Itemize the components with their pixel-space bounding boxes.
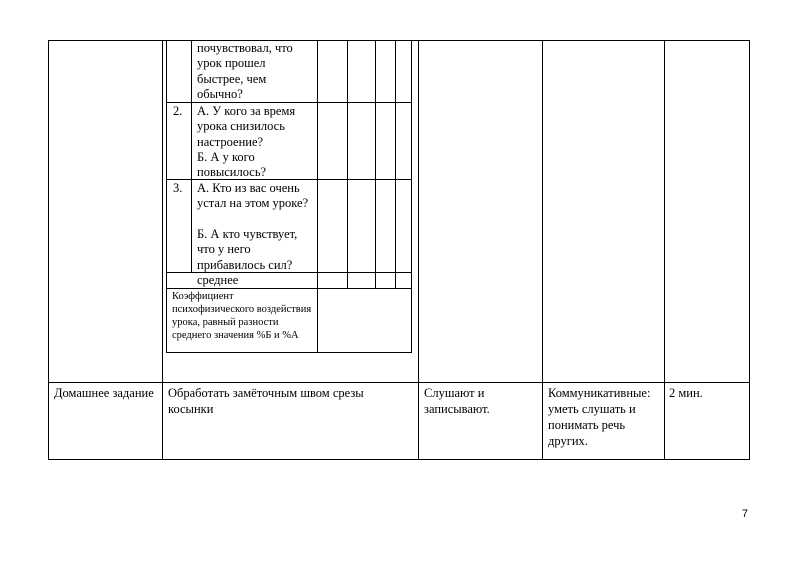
survey-row-number: 2. bbox=[173, 104, 183, 118]
homework-student-activity-cell: Слушают и записывают. bbox=[424, 386, 490, 416]
survey-question-3a: А. Кто из вас очень устал на этом уроке? bbox=[197, 181, 309, 211]
survey-col-divider bbox=[347, 40, 348, 288]
survey-question-2b: Б. А у кого повысилось? bbox=[197, 150, 267, 180]
column-divider bbox=[162, 41, 163, 459]
survey-table bbox=[166, 40, 412, 353]
column-divider bbox=[418, 41, 419, 459]
survey-col-divider bbox=[375, 40, 376, 288]
column-divider bbox=[664, 41, 665, 459]
survey-col-divider bbox=[191, 40, 192, 272]
survey-question-1-continuation: почувствовал, что урок прошел быстрее, чем обычно? bbox=[197, 41, 293, 102]
homework-stage-cell: Домашнее задание bbox=[54, 386, 154, 400]
survey-coefficient-label: Коэффициент психофизического воздействия урока, равный разности среднего значения %Б и %А bbox=[172, 291, 312, 341]
homework-teacher-activity-cell: Обработать замёточным швом срезы косынки bbox=[168, 386, 364, 416]
survey-question-3b: Б. А кто чувствует, что у него прибавилось сил? bbox=[197, 227, 298, 272]
homework-time-cell: 2 мин. bbox=[669, 386, 703, 400]
page-number: 7 bbox=[741, 508, 748, 520]
survey-col-divider bbox=[317, 40, 318, 352]
survey-col-divider bbox=[395, 40, 396, 288]
row-divider bbox=[49, 382, 749, 383]
survey-question-2a: А. У кого за время урока снизилось настроение? bbox=[197, 104, 296, 149]
column-divider bbox=[542, 41, 543, 459]
homework-skills-cell: Коммуникативные: уметь слушать и понимать речь других. bbox=[548, 386, 651, 448]
survey-row-number: 3. bbox=[173, 181, 183, 195]
survey-average-label: среднее bbox=[197, 273, 239, 287]
